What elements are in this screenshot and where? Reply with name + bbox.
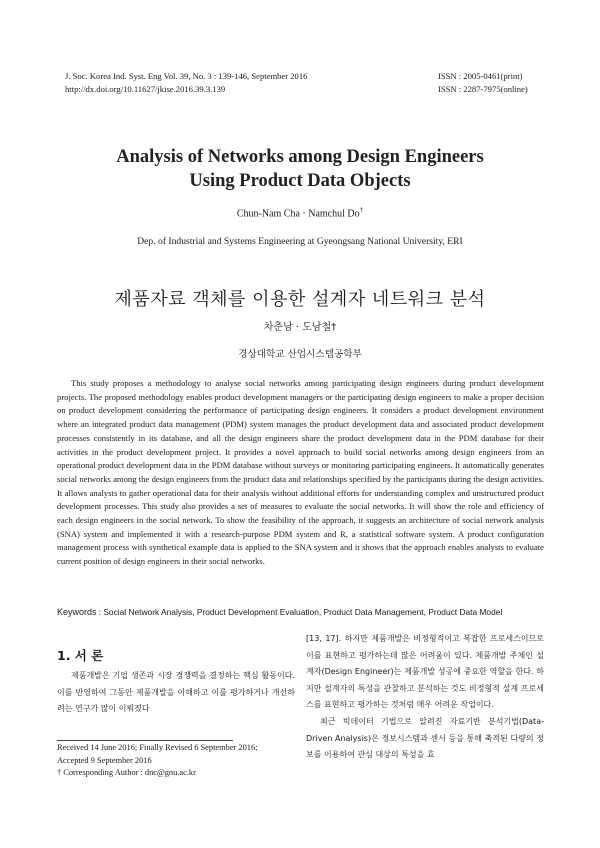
keywords	[57, 607, 557, 617]
issn-block	[438, 70, 528, 96]
footnotes	[57, 742, 297, 780]
abstract	[57, 377, 544, 569]
authors-en	[0, 206, 600, 219]
body-column-right	[306, 631, 544, 764]
issn-online: ISSN : 2287-7975(online)	[438, 84, 528, 94]
footnote-divider	[57, 740, 233, 741]
title-en-line1: Analysis of Networks among Design Engineers	[116, 147, 484, 167]
journal-header	[65, 70, 307, 96]
authors-ko	[0, 318, 600, 333]
issn-print: ISSN : 2005-0461(print)	[438, 71, 523, 81]
authors-en-names: Chun-Nam Cha · Namchul Do	[236, 208, 360, 220]
corresponding-author	[57, 767, 297, 780]
corresponding-mark-ko: †	[331, 322, 337, 333]
paper-title-en	[0, 145, 600, 193]
accepted-date: Accepted 9 September 2016	[57, 755, 152, 765]
intro-paragraph-2: [13, 17]. 하지만 제품개발은 비정형적이고 복잡한 프로세스이므로 이를 표현하고 평가하는데 많은 어려움이 있다. 제품개발 주체인 설계자(Design Engineer)는 제품개발 성공에 중요한 역할을 한다. 하지만 설계자의 특성을 관찰하고 분석하는 것도 비정형적 설계 프로세스를 표현하고 평가하는 것처럼 매우 어려운 작업이다.	[306, 634, 544, 710]
doi-link[interactable]: http://dx.doi.org/10.11627/jkise.2016.39.3.139	[65, 84, 226, 94]
affiliation-ko: 경상대학교 산업시스템공학부	[238, 349, 362, 360]
paper-title-ko: 제품자료 객체를 이용한 설계자 네트워크 분석	[114, 289, 486, 310]
corresponding-mark-en: †	[359, 206, 364, 214]
title-en-line2: Using Product Data Objects	[189, 171, 411, 191]
keywords-label: Keywords	[57, 607, 97, 617]
journal-citation: J. Soc. Korea Ind. Syst. Eng Vol. 39, No. 3 : 139-146, September 2016	[65, 71, 308, 81]
abstract-text: This study proposes a methodology to analyse social networks among participating design engineers during product development projects. The proposed methodology enables product development managers or the participating design engineers to make a proper decision on product development considering the performance of participating design engineers. It considers a product development environment where an integrated product data management (PDM) system manages the product development data and associated product development processes consistently in its database, and all the design engineers share the product development data in the PDM database for their activities in the product development project. It provides a novel approach to build social networks among design engineers from an operational product development data in the PDM database without surveys or monitoring participating engineers. It automatically generates social networks among the design engineers from the product data and relationships specified by the participants during the design activities. It allows analysts to gather operational data for their analysis without additional efforts for understanding complex and unstructured product development processes. This study also provides a set of measures to evaluate the social networks. It will show the role and efficiency of each design engineers in the social network. To show the feasibility of the approach, it suggests an architecture of social network analysis (SNA) system and implemented it with a research-purpose PDM system and R, a statistical software system. A product configuration management process with synthetical example data is applied to the SNA system and it shows that the approach enables analysts to evaluate current position of design engineers in their social networks.	[57, 378, 544, 567]
body-column-left	[57, 668, 295, 718]
section-heading-introduction: 1. 서 론	[57, 648, 104, 663]
received-date: Received 14 June 2016; Finally Revised 6 September 2016;	[57, 743, 258, 752]
keywords-text: : Social Network Analysis, Product Development Evaluation, Product Data Management, Product Data Model	[98, 607, 503, 617]
intro-paragraph-3: 최근 빅데이터 기법으로 알려진 자료기반 분석기법(Data-Driven Analysis)은 정보시스템과 센서 등을 통해 축적된 다량의 정보를 이용하여 관심 대상의 특성을 효	[306, 716, 544, 760]
corresponding-author-text: Corresponding Author : dnc@gnu.ac.kr	[61, 768, 196, 777]
authors-ko-names: 차춘남 · 도남철	[263, 322, 332, 333]
corresponding-mark: †	[57, 768, 62, 777]
intro-paragraph-1: 제품개발은 기업 생존과 시장 경쟁력을 결정하는 핵심 활동이다. 이를 반영하여 그동안 제품개발을 이해하고 이를 평가하거나 개선하려는 연구가 많이 이뤄졌다	[57, 671, 295, 714]
affiliation-en: Dep. of Industrial and Systems Engineering at Gyeongsang National University, ERI	[137, 236, 463, 247]
